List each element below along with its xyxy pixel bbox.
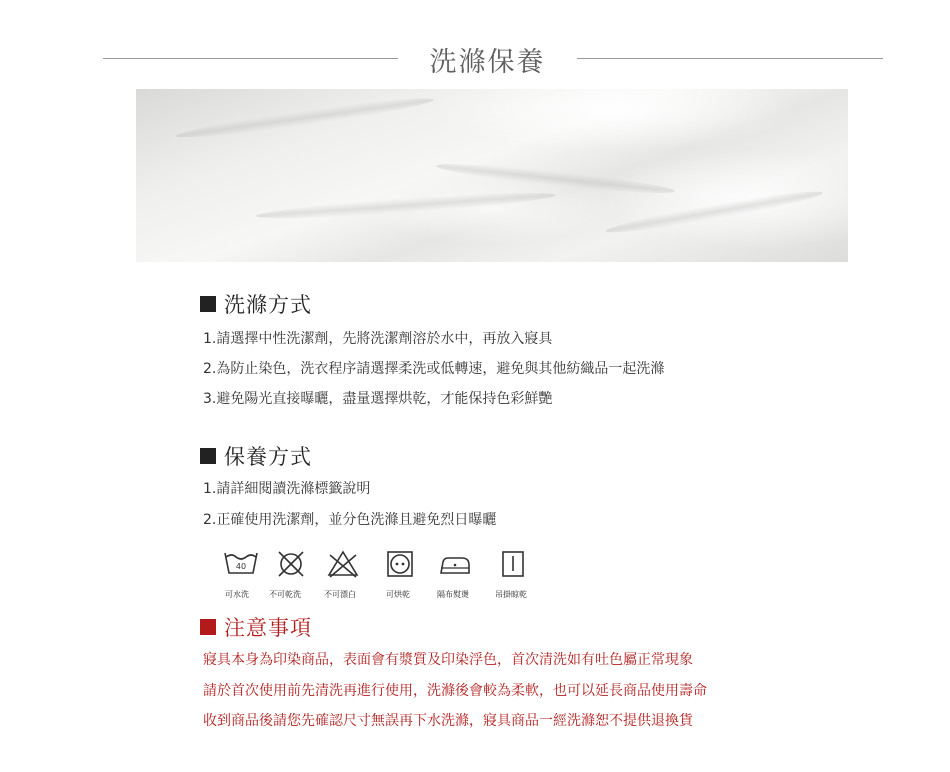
section-title-row [0,38,950,78]
heading-bullet-square [200,448,216,464]
fabric-fold [605,186,824,238]
wash-line-1: 1.請選擇中性洗潔劑，先將洗潔劑溶於水中，再放入寢具 [203,331,553,347]
no-dry-clean-icon [276,549,306,579]
page-title: 洗滌保養 [429,47,546,78]
fabric-fold [435,159,675,198]
wash-40-icon [223,549,259,577]
care-symbol-label: 可烘乾 [386,590,410,599]
iron-with-cloth-icon [438,549,472,579]
fabric-fold [256,188,556,223]
care-symbol-label: 吊掛晾乾 [495,590,527,599]
care-symbol-label: 不可乾洗 [269,590,301,599]
wash-line-3: 3.避免陽光直接曝曬，盡量選擇烘乾，才能保持色彩鮮艷 [203,391,553,407]
care-method-title: 保養方式 [224,445,312,469]
care-symbols-row [221,549,541,581]
care-symbol-label: 不可漂白 [324,590,356,599]
tumble-dry-icon [385,549,415,579]
care-symbol-label: 可水洗 [225,590,249,599]
care-symbol-label: 隔布熨燙 [437,590,469,599]
wash-method-title: 洗滌方式 [224,293,312,317]
heading-bullet-square [200,296,216,312]
fabric-fold [175,93,434,143]
notice-title: 注意事項 [224,616,312,640]
notice-heading [200,612,312,642]
notice-line-1: 寢具本身為印染商品，表面會有漿質及印染浮色，首次清洗如有吐色屬正常現象 [203,652,693,668]
no-bleach-icon [326,549,360,579]
wash-temperature-label: 40 [235,562,247,571]
white-fabric-photo [136,89,848,262]
wash-method-heading [200,289,312,319]
heading-bullet-square [200,619,216,635]
care-method-heading [200,441,312,471]
notice-line-2: 請於首次使用前先清洗再進行使用，洗滌後會較為柔軟，也可以延長商品使用壽命 [203,683,707,699]
title-divider-right [577,58,883,59]
care-line-2: 2.正確使用洗潔劑，並分色洗滌且避免烈日曝曬 [203,512,497,528]
wash-line-2: 2.為防止染色，洗衣程序請選擇柔洗或低轉速，避免與其他紡織品一起洗滌 [203,361,665,377]
hang-dry-icon [498,549,528,579]
notice-line-3: 收到商品後請您先確認尺寸無誤再下水洗滌，寢具商品一經洗滌恕不提供退換貨 [203,713,693,729]
title-divider-left [103,58,398,59]
care-line-1: 1.請詳細閱讀洗滌標籤說明 [203,481,371,497]
